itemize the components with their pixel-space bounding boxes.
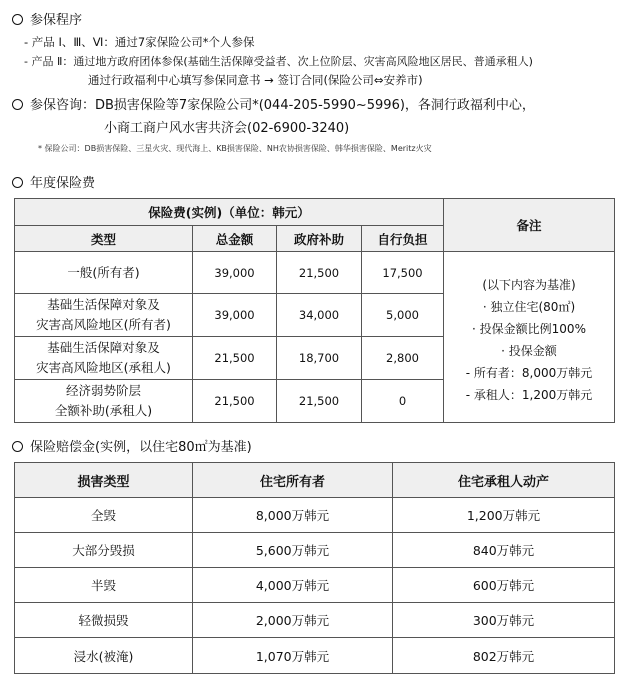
compensation-type-cell: 浸水(被淹) [15, 638, 193, 674]
compensation-heading [12, 436, 252, 455]
premium-total-cell: 21,500 [193, 337, 277, 380]
circle-bullet-icon [12, 177, 23, 188]
table-row [15, 568, 615, 603]
compensation-type-cell: 轻微损毁 [15, 603, 193, 638]
compensation-owner-cell: 8,000万韩元 [193, 498, 393, 533]
insurer-footnote: * 保险公司：DB损害保险、三星火灾、现代海上、KB损害保险、NH农协损害保险、韩华损害保险、Meritz火灾 [38, 144, 432, 153]
premium-col-self: 自行负担 [362, 226, 444, 252]
circle-bullet-icon [12, 99, 23, 110]
compensation-col-tenant: 住宅承租人动产 [393, 463, 615, 498]
compensation-tenant-cell: 840万韩元 [393, 533, 615, 568]
premium-type-line: 灾害高风险地区(承租人) [36, 360, 171, 375]
premium-gov-cell: 21,500 [277, 252, 362, 294]
table-row [15, 638, 615, 674]
premium-col-total: 总金额 [193, 226, 277, 252]
compensation-tenant-cell: 300万韩元 [393, 603, 615, 638]
compensation-type-cell: 全毁 [15, 498, 193, 533]
premium-type-line: 基础生活保障对象及 [47, 340, 160, 355]
premium-type-line: 灾害高风险地区(所有者) [36, 317, 171, 332]
premium-header-note: 备注 [444, 199, 615, 252]
premium-type-cell [15, 380, 193, 423]
premium-header-main: 保险费(实例)（单位：韩元） [15, 199, 444, 226]
circle-bullet-icon [12, 441, 23, 452]
premium-gov-cell: 18,700 [277, 337, 362, 380]
compensation-owner-cell: 1,070万韩元 [193, 638, 393, 674]
consult-line-2: 小商工商户风水害共济会(02-6900-3240) [104, 121, 350, 136]
compensation-tenant-cell: 802万韩元 [393, 638, 615, 674]
consult-title: 参保咨询：DB损害保险等7家保险公司*(044-205-5990~5996)，各洞行政福利中心， [30, 98, 535, 113]
compensation-owner-cell: 5,600万韩元 [193, 533, 393, 568]
procedure-heading [12, 9, 82, 28]
compensation-section-title: 保险赔偿金(实例，以住宅80㎡为基准) [30, 440, 252, 455]
compensation-owner-cell: 2,000万韩元 [193, 603, 393, 638]
table-row [15, 252, 615, 294]
premium-self-cell: 17,500 [362, 252, 444, 294]
compensation-owner-cell: 4,000万韩元 [193, 568, 393, 603]
premium-type-cell [15, 294, 193, 337]
premium-col-type: 类型 [15, 226, 193, 252]
procedure-line-1: - 产品 Ⅰ、Ⅲ、Ⅵ：通过7家保险公司*个人参保 [24, 35, 255, 49]
premium-type-line: 基础生活保障对象及 [47, 297, 160, 312]
premium-self-cell: 0 [362, 380, 444, 423]
procedure-line-3: 通过行政福利中心填写参保同意书 → 签订合同(保险公司⇔安养市) [88, 73, 423, 87]
premium-self-cell: 5,000 [362, 294, 444, 337]
premium-type-line: 经济弱势阶层 [65, 383, 141, 398]
premium-type-line: 全额补助(承租人) [54, 403, 153, 418]
premium-self-cell: 2,800 [362, 337, 444, 380]
premium-type-cell [15, 252, 193, 294]
premium-type-cell [15, 337, 193, 380]
premium-heading [12, 172, 95, 191]
premium-total-cell: 39,000 [193, 252, 277, 294]
premium-note-line: - 承租人：1,200万韩元 [465, 388, 593, 402]
premium-gov-cell: 21,500 [277, 380, 362, 423]
premium-total-cell: 21,500 [193, 380, 277, 423]
procedure-line-2: - 产品 Ⅱ：通过地方政府团体参保(基础生活保障受益者、次上位阶层、灾害高风险地区居民、普通承租人) [24, 55, 533, 68]
compensation-tenant-cell: 1,200万韩元 [393, 498, 615, 533]
premium-section-title: 年度保险费 [30, 176, 96, 191]
table-row [15, 498, 615, 533]
premium-col-gov: 政府补助 [277, 226, 362, 252]
circle-bullet-icon [12, 14, 23, 25]
compensation-table [14, 462, 615, 674]
premium-note-line: · 投保金额 [501, 344, 557, 358]
compensation-col-owner: 住宅所有者 [193, 463, 393, 498]
premium-note-line: - 所有者：8,000万韩元 [465, 366, 593, 380]
premium-notes-cell [444, 252, 615, 423]
compensation-tenant-cell: 600万韩元 [393, 568, 615, 603]
premium-table [14, 198, 615, 423]
procedure-title: 参保程序 [30, 13, 83, 28]
compensation-col-type: 损害类型 [15, 463, 193, 498]
premium-note-line: · 独立住宅(80㎡) [482, 300, 576, 314]
table-row [15, 533, 615, 568]
premium-type-line: 一般(所有者) [67, 264, 140, 280]
table-row [15, 603, 615, 638]
premium-gov-cell: 34,000 [277, 294, 362, 337]
consult-heading [12, 94, 535, 113]
premium-note-line: · 投保金额比例100% [472, 322, 586, 336]
premium-total-cell: 39,000 [193, 294, 277, 337]
compensation-type-cell: 半毁 [15, 568, 193, 603]
premium-note-line: (以下内容为基准) [482, 278, 576, 292]
compensation-type-cell: 大部分毁损 [15, 533, 193, 568]
